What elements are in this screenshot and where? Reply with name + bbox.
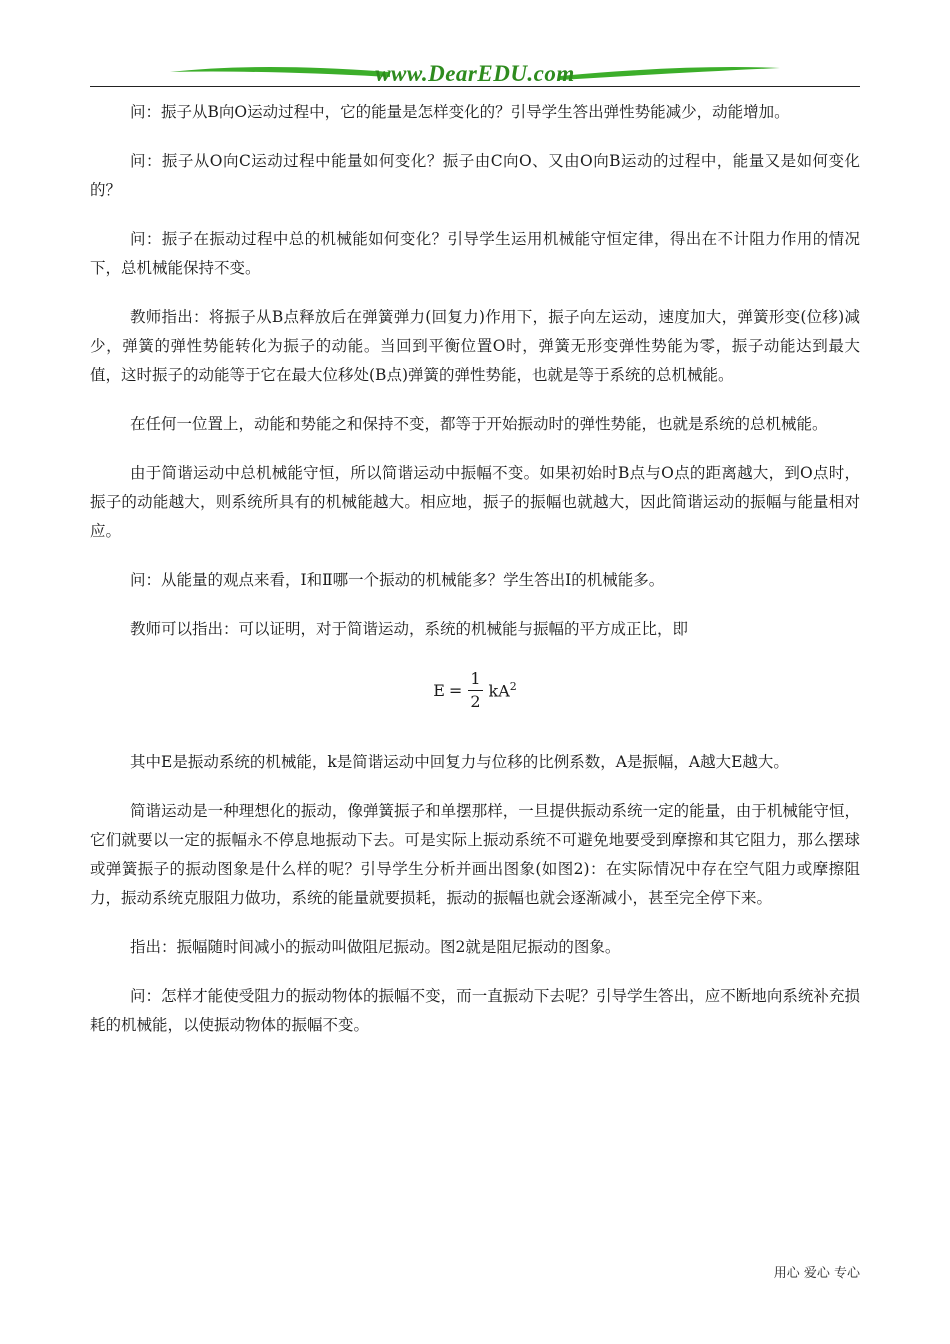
energy-formula [90,664,860,724]
formula-lhs: E [433,681,445,700]
paragraph: 在任何一位置上，动能和势能之和保持不变，都等于开始振动时的弹性势能，也就是系统的总机械能。 [130,415,828,433]
paragraph: 指出：振幅随时间减小的振动叫做阻尼振动。图2就是阻尼振动的图象。 [130,938,621,956]
paragraph: 问：振子从B向O运动过程中，它的能量是怎样变化的？引导学生答出弹性势能减少，动能增加。 [130,103,790,121]
formula-numerator: 1 [468,668,482,691]
page-footer: 用心 爱心 专心 [773,1266,860,1281]
paragraph: 教师可以指出：可以证明，对于简谐运动，系统的机械能与振幅的平方成正比，即 [130,620,689,638]
document-body [90,98,860,1060]
paragraph: 教师指出：将振子从B点释放后在弹簧弹力(回复力)作用下，振子向左运动，速度加大，弹簧形变(位移)减少，弹簧的弹性势能转化为振子的动能。当回到平衡位置O时，弹簧无形变弹性势能为零，振子动能达到最大值，这时振子的动能等于它在最大位移处(B点)弹簧的弹性势能，也就是等于系统的总机械能。 [90,308,860,384]
paragraph: 简谐运动是一种理想化的振动，像弹簧振子和单摆那样，一旦提供振动系统一定的能量，由于机械能守恒，它们就要以一定的振幅永不停息地振动下去。可是实际上振动系统不可避免地要受到摩擦和其它阻力，那么摆球或弹簧振子的振动图象是什么样的呢？引导学生分析并画出图象(如图2)：在实际情况中存在空气阻力或摩擦阻力，振动系统克服阻力做功，系统的能量就要损耗，振动的振幅也就会逐渐减小，甚至完全停下来。 [90,802,860,907]
paragraph: 由于简谐运动中总机械能守恒，所以简谐运动中振幅不变。如果初始时B点与O点的距离越大，到O点时，振子的动能越大，则系统所具有的机械能越大。相应地，振子的振幅也就越大，因此简谐运动的振幅与能量相对应。 [90,464,860,540]
paragraph: 其中E是振动系统的机械能，k是简谐运动中回复力与位移的比例系数，A是振幅，A越大E越大。 [130,753,789,771]
formula-exponent: 2 [509,680,517,694]
paragraph: 问：振子在振动过程中总的机械能如何变化？引导学生运用机械能守恒定律，得出在不计阻力作用的情况下，总机械能保持不变。 [90,230,860,277]
formula-body: kA [488,681,510,701]
header-divider [90,86,860,87]
formula-equals: = [448,681,463,700]
paragraph: 问：怎样才能使受阻力的振动物体的振幅不变，而一直振动下去呢？引导学生答出，应不断地向系统补充损耗的机械能，以使振动物体的振幅不变。 [90,987,860,1034]
formula-fraction [468,668,482,713]
paragraph: 问：振子从O向C运动过程中能量如何变化？振子由C向O、又由O向B运动的过程中，能量又是如何变化的？ [90,152,860,199]
paragraph: 问：从能量的观点来看，Ⅰ和Ⅱ哪一个振动的机械能多？学生答出Ⅰ的机械能多。 [130,571,665,589]
formula-denominator: 2 [470,692,481,711]
site-url[interactable]: www.DearEDU.com [375,61,575,86]
